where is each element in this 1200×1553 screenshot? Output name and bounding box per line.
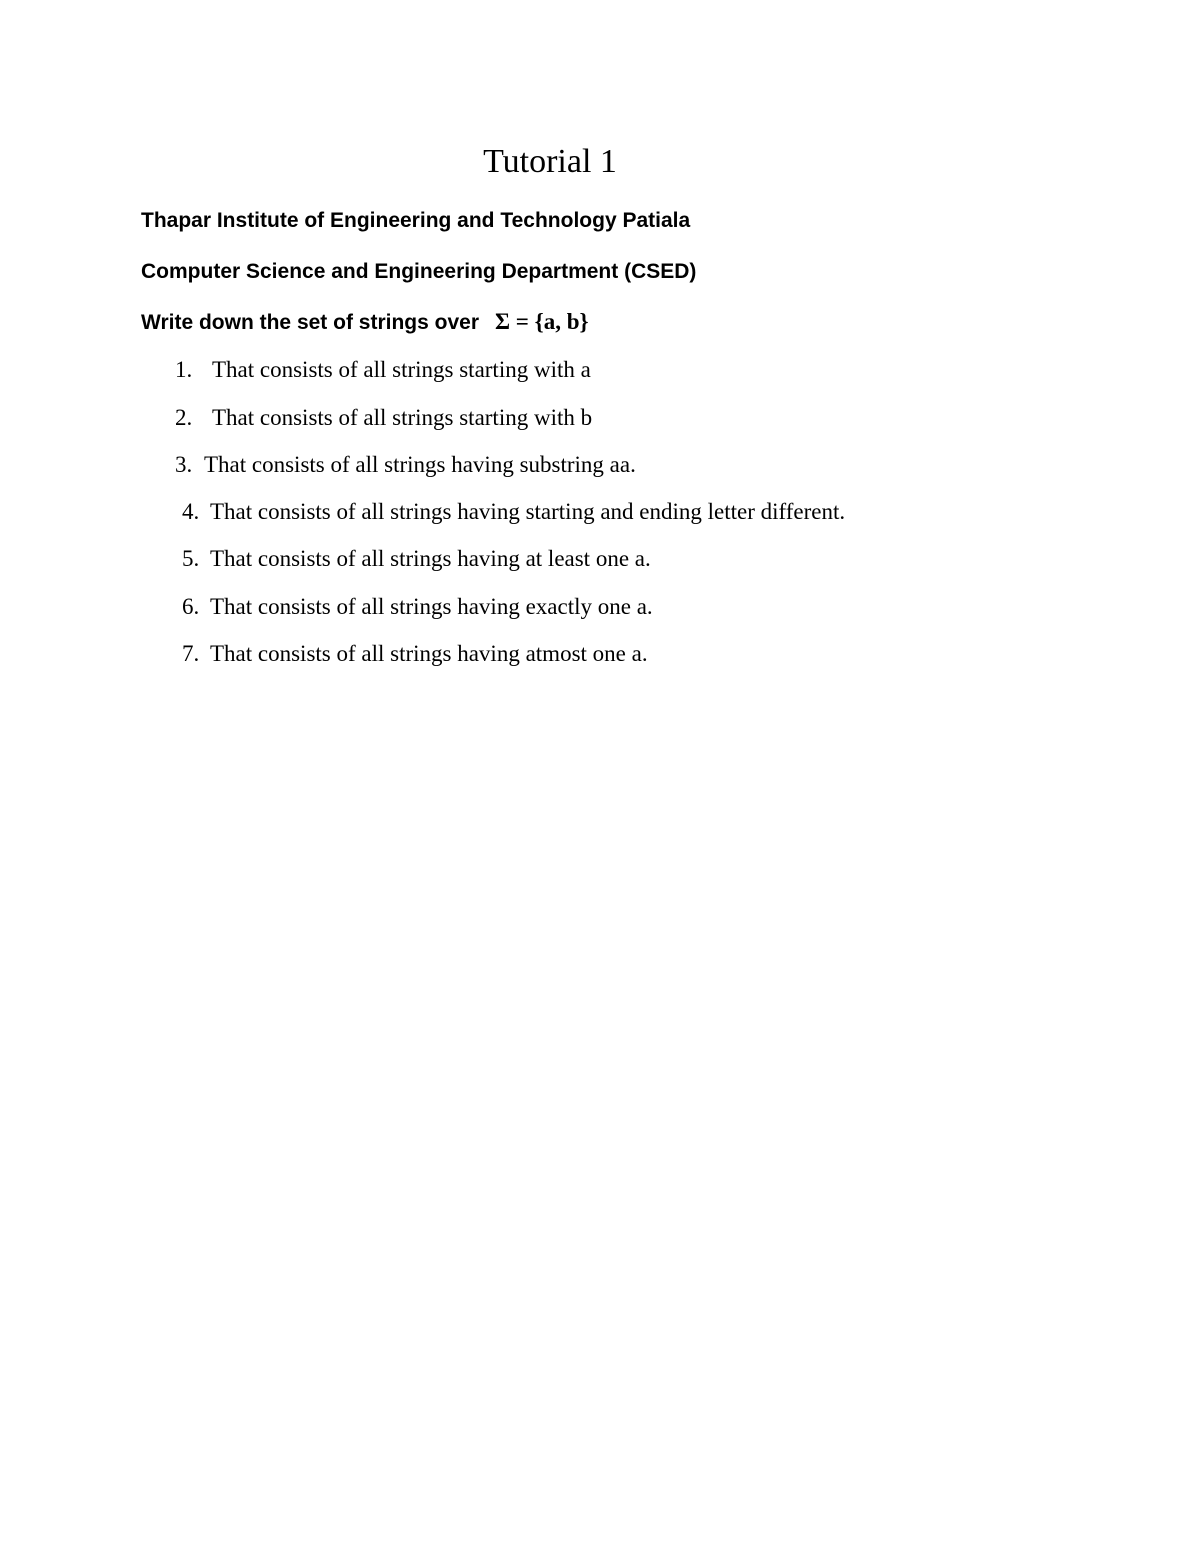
document-title: Tutorial 1	[483, 143, 617, 180]
item-number: 3.	[175, 452, 193, 477]
item-number: 7.	[182, 641, 200, 666]
list-item	[175, 403, 592, 433]
item-number: 4.	[182, 499, 200, 524]
list-item	[182, 497, 845, 527]
item-text: That consists of all strings having starting and ending letter different.	[210, 499, 846, 524]
list-item	[182, 544, 651, 574]
item-number: 5.	[182, 546, 200, 571]
alphabet-expression: Σ = {a, b}	[495, 309, 589, 334]
item-text: That consists of all strings having exactly one a.	[210, 594, 653, 619]
list-item	[182, 592, 653, 622]
institute-name: Thapar Institute of Engineering and Technology Patiala	[141, 209, 691, 232]
list-item	[182, 639, 648, 669]
item-text: That consists of all strings having at least one a.	[210, 546, 651, 571]
question-prompt	[141, 308, 589, 337]
item-text: That consists of all strings starting with a	[212, 357, 591, 382]
item-text: That consists of all strings starting with b	[212, 405, 593, 430]
item-text: That consists of all strings having substring aa.	[204, 452, 636, 477]
list-item	[175, 450, 636, 480]
item-number: 1.	[175, 357, 193, 382]
question-text: Write down the set of strings over	[141, 311, 479, 334]
department-name: Computer Science and Engineering Department (CSED)	[141, 260, 697, 283]
list-item	[175, 355, 591, 385]
item-text: That consists of all strings having atmost one a.	[210, 641, 648, 666]
item-number: 2.	[175, 405, 193, 430]
item-number: 6.	[182, 594, 200, 619]
